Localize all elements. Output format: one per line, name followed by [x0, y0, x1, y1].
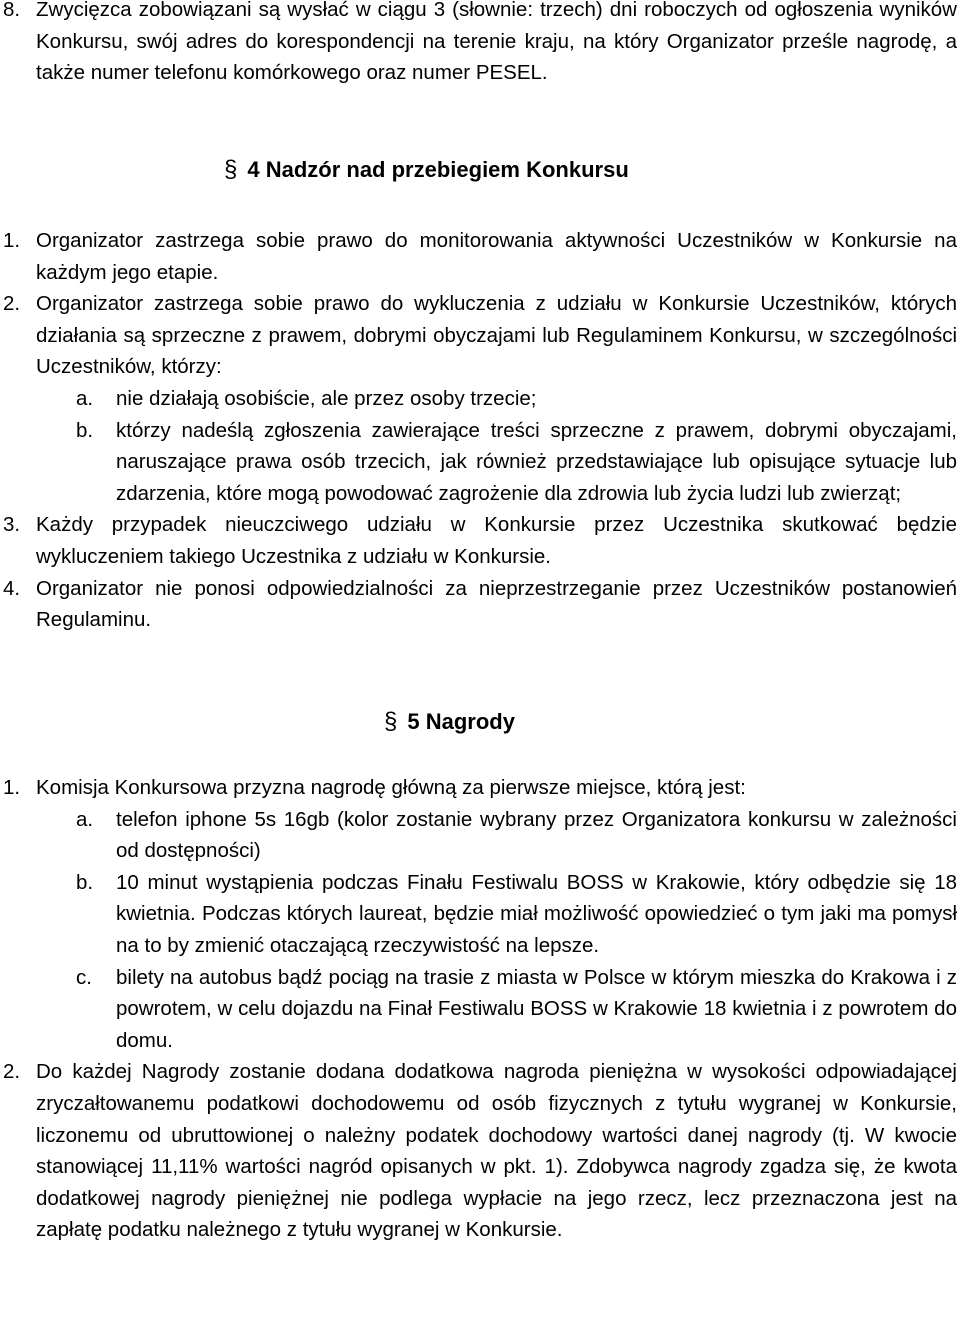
item-number: 1. — [3, 229, 21, 252]
subitem-letter: a. — [76, 807, 94, 831]
section-5-body — [3, 772, 957, 1246]
subitem-letter: c. — [76, 965, 92, 989]
subitem-letter: a. — [76, 386, 94, 410]
section-4-item-1 — [3, 225, 957, 288]
section-symbol: § — [224, 156, 238, 183]
item-number: 3. — [3, 513, 21, 537]
item-text: Do każdej Nagrody zostanie dodana dodatkowa nagroda pieniężna w wysokości odpowiadającej zryczałtowanemu podatkowi dochodowemu od osób fizycznych z tytułu wygranej w Konkursie, liczonemu od ubruttowionej o należny podatek dochodowy wartości danej nagrody (tj. W kwocie stanowiącej 11,11% wartości nagród opisanych w pkt. 1). Zdobywca nagrody zgadza się, że kwota dodatkowej nagrody pieniężnej nie podlega wypłacie na jego rzecz, lecz przeznaczona jest na zapłatę podatku należnego z tytułu wygranej w Konkursie. — [36, 1060, 957, 1242]
paragraph-8 — [3, 0, 957, 89]
subitem-text: którzy nadeślą zgłoszenia zawierające treści sprzeczne z prawem, dobrymi obyczajami, naruszające prawa osób trzecich, jak również przedstawiające lub opisujące sytuacje lub zdarzenia, które mogą powodować zagrożenie dla zdrowia lub życia ludzi lub zwierząt; — [116, 418, 957, 505]
subitem-text: bilety na autobus bądź pociąg na trasie z miasta w Polsce w którym mieszka do Krakowa i z powrotem, w celu dojazdu na Finał Festiwalu BOSS w Krakowie 18 kwietnia i z powrotem do domu. — [116, 965, 957, 1052]
item-number: 8. — [3, 0, 21, 21]
item-number: 4. — [3, 576, 21, 600]
section-symbol: § — [384, 708, 398, 735]
section-5-item-1b — [3, 867, 957, 962]
subitem-text: 10 minut wystąpienia podczas Finału Festiwalu BOSS w Krakowie, który odbędzie się 18 kwietnia. Podczas których laureat, będzie miał możliwość opowiedzieć o tym jaki ma pomysł na to by zmienić otaczającą rzeczywistość na lepsze. — [116, 870, 957, 957]
section-5-item-2 — [3, 1056, 957, 1246]
section-5-item-1 — [3, 772, 957, 804]
item-text: Komisja Konkursowa przyzna nagrodę główną za pierwsze miejsce, którą jest: — [36, 776, 746, 799]
section-4-heading — [224, 154, 629, 186]
subitem-text: nie działają osobiście, ale przez osoby trzecie; — [116, 386, 537, 410]
item-number: 2. — [3, 292, 21, 316]
section-4-item-3 — [3, 509, 957, 572]
section-title: 4 Nadzór nad przebiegiem Konkursu — [247, 157, 629, 182]
item-text: Organizator zastrzega sobie prawo do wykluczenia z udziału w Konkursie Uczestników, których działania są sprzeczne z prawem, dobrymi obyczajami lub Regulaminem Konkursu, w szczególności Uczestników, którzy: — [36, 292, 957, 379]
section-5-item-1a — [3, 804, 957, 867]
section-5-item-1c — [3, 962, 957, 1057]
subitem-letter: b. — [76, 418, 94, 442]
item-text: Zwycięzca zobowiązani są wysłać w ciągu 3 (słownie: trzech) dni roboczych od ogłoszenia wyników Konkursu, swój adres do korespondencji na terenie kraju, na który Organizator prześle nagrodę, a także numer telefonu komórkowego oraz numer PESEL. — [36, 0, 957, 85]
paragraph-block-top — [3, 0, 957, 89]
subitem-letter: b. — [76, 870, 94, 894]
section-title: 5 Nagrody — [407, 709, 515, 734]
item-number: 1. — [3, 776, 21, 799]
section-4-item-4 — [3, 573, 957, 636]
item-text: Organizator zastrzega sobie prawo do monitorowania aktywności Uczestników w Konkursie na każdym jego etapie. — [36, 229, 957, 284]
section-4-item-2 — [3, 288, 957, 383]
item-text: Organizator nie ponosi odpowiedzialności za nieprzestrzeganie przez Uczestników postanowień Regulaminu. — [36, 576, 957, 632]
subitem-text: telefon iphone 5s 16gb (kolor zostanie wybrany przez Organizatora konkursu w zależności od dostępności) — [116, 807, 957, 863]
section-4-item-2a — [3, 383, 957, 415]
section-4-body — [3, 225, 957, 636]
item-number: 2. — [3, 1060, 21, 1084]
section-4-item-2b — [3, 415, 957, 510]
item-text: Każdy przypadek nieuczciwego udziału w Konkursie przez Uczestnika skutkować będzie wykluczeniem takiego Uczestnika z udziału w Konkursie. — [36, 513, 957, 568]
section-5-heading — [384, 706, 515, 738]
